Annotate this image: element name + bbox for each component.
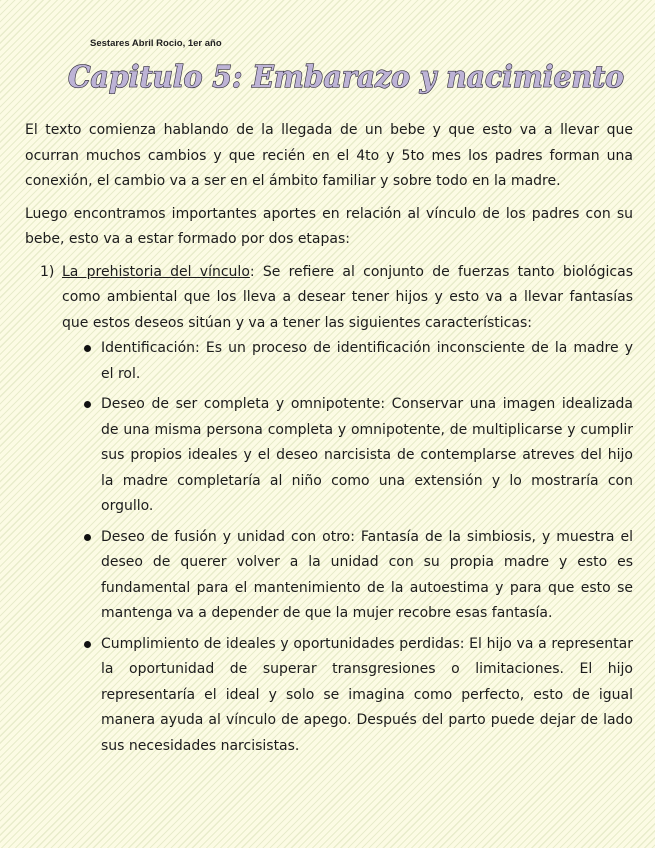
paragraph-stages: Luego encontramos importantes aportes en relación al vínculo de los padres con su bebe, esto va a estar formado por dos etapas: [25, 205, 633, 247]
bullet-icon [84, 641, 91, 648]
bullet-icon [84, 401, 91, 408]
list-item [62, 336, 633, 387]
list-item [62, 632, 633, 760]
list-item-text: : Se refiere al conjunto de fuerzas tanto biológicas como ambiental que los lleva a desear tener hijos y esto va a llevar fantasías que estos deseos sitúan y va a tener las siguientes características: [62, 263, 633, 331]
paragraph-intro: El texto comienza hablando de la llegada de un bebe y que esto va a llevar que ocurran muchos cambios y que recién en el 4to y 5to mes los padres forman una conexión, el cambio va a ser en el ámbito familiar y sobre todo en la madre. [25, 122, 633, 189]
numbered-list [25, 260, 633, 760]
page-title-text: Capitulo 5: Embarazo y nacimiento [68, 60, 624, 95]
list-number: 1) [40, 263, 55, 280]
bullet-text: Deseo de fusión y unidad con otro: Fantasía de la simbiosis, y muestra el deseo de querer volver a la unidad con su propia madre y esto es fundamental para el mantenimiento de la autoestima y para que esto se mantenga va a depender de que la mujer recobre esas fantasía. [101, 528, 633, 621]
document-body [25, 118, 633, 764]
bullet-text: Cumplimiento de ideales y oportunidades perdidas: El hijo va a representar la oportunidad de superar transgresiones o limitaciones. El hijo representaría el ideal y solo se imagina como perfecto, esto de igual manera ayuda al vínculo de apego. Después del parto puede dejar de lado sus necesidades narcisistas. [101, 635, 633, 754]
bullet-text: Identificación: Es un proceso de identificación inconsciente de la madre y el rol. [101, 340, 633, 382]
bullet-icon [84, 534, 91, 541]
bullet-icon [84, 345, 91, 352]
list-item [62, 525, 633, 627]
page-title [68, 54, 628, 98]
bullet-text: Deseo de ser completa y omnipotente: Conservar una imagen idealizada de una misma persona completa y omnipotente, de multiplicarse y cumplir sus propios ideales y el deseo narcisista de contemplarse atreves del hijo la madre completaría al niño como una extensión y lo mostraría con orgullo. [101, 396, 633, 514]
author-line: Sestares Abril Rocio, 1er año [90, 38, 222, 49]
list-item-term: La prehistoria del vínculo [62, 263, 250, 280]
page-title-svg [68, 54, 628, 98]
bullet-list [62, 336, 633, 759]
list-item [62, 392, 633, 520]
list-item-prehistory [25, 260, 633, 760]
